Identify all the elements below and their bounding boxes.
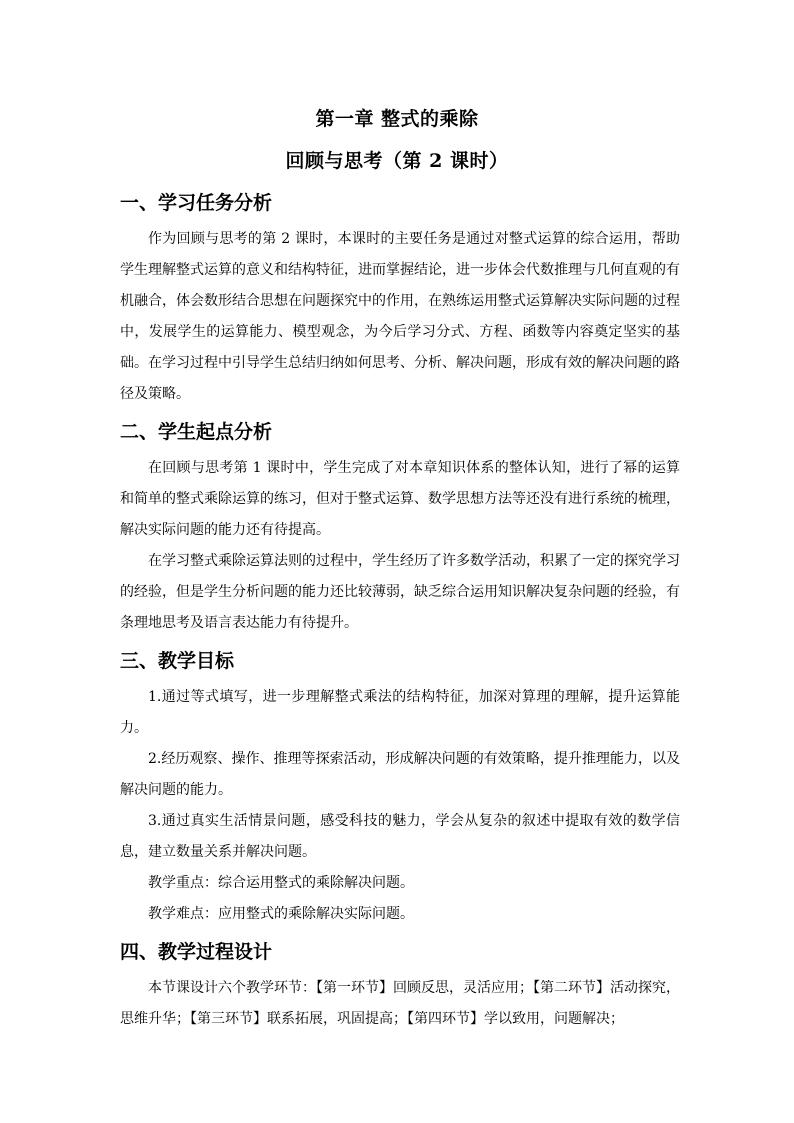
section-heading-process-design: 四、教学过程设计 <box>120 941 273 963</box>
section-heading-task-analysis: 一、学习任务分析 <box>120 192 273 214</box>
paragraph-student-analysis-2: 在学习整式乘除运算法则的过程中，学生经历了许多数学活动，积累了一定的探究学习的经验，但是学生分析问题的能力还比较薄弱，缺乏综合运用知识解决复杂问题的经验，有条理地思考及语言表达能力有待提升。 <box>120 553 680 631</box>
section-heading-student-analysis: 二、学生起点分析 <box>120 421 273 443</box>
teaching-key-point: 教学重点：综合运用整式的乘除解决问题。 <box>148 875 414 891</box>
chapter-title: 第一章 整式的乘除 <box>315 108 479 130</box>
goal-item-2: 2.经历观察、操作、推理等探索活动，形成解决问题的有效策略，提升推理能力，以及解决问题的能力。 <box>120 751 680 798</box>
goal-item-1: 1.通过等式填写，进一步理解整式乘法的结构特征，加深对算理的理解，提升运算能力。 <box>120 689 680 736</box>
section-heading-teaching-goals: 三、教学目标 <box>120 650 235 672</box>
teaching-difficulty: 教学难点：应用整式的乘除解决实际问题。 <box>148 906 414 922</box>
paragraph-process-design: 本节课设计六个教学环节：【第一环节】回顾反思，灵活应用；【第二环节】活动探究，思维升华；【第三环节】联系拓展，巩固提高；【第四环节】学以致用，问题解决； <box>120 980 680 1027</box>
lesson-title: 回顾与思考（第 2 课时） <box>285 150 509 172</box>
goal-item-3: 3.通过真实生活情景问题，感受科技的魅力，学会从复杂的叙述中提取有效的数学信息，建立数量关系并解决问题。 <box>120 813 680 860</box>
paragraph-task-analysis: 作为回顾与思考的第 2 课时，本课时的主要任务是通过对整式运算的综合运用，帮助学生理解整式运算的意义和结构特征，进而掌握结论，进一步体会代数推理与几何直观的有机融合，体会数形结合思想在问题探究中的作用，在熟练运用整式运算解决实际问题的过程中，发展学生的运算能力、模型观念，为今后学习分式、方程、函数等内容奠定坚实的基础。在学习过程中引导学生总结归纳如何思考、分析、解决问题，形成有效的解决问题的路径及策略。 <box>120 231 680 402</box>
paragraph-student-analysis-1: 在回顾与思考第 1 课时中，学生完成了对本章知识体系的整体认知，进行了幂的运算和简单的整式乘除运算的练习，但对于整式运算、数学思想方法等还没有进行系统的梳理，解决实际问题的能力还有待提高。 <box>120 460 680 538</box>
